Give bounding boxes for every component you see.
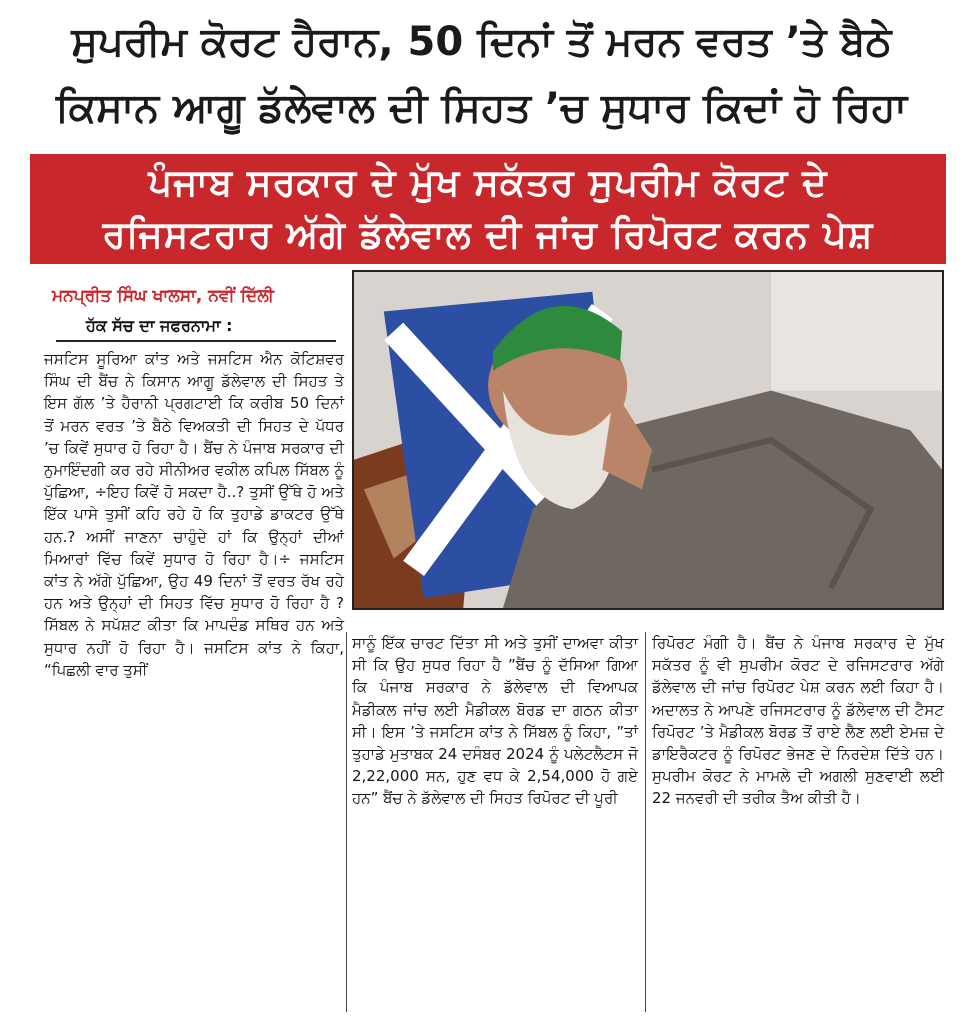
article-column-2 xyxy=(352,632,638,810)
column-2-text: ਸਾਨੂੰ ਇੱਕ ਚਾਰਟ ਦਿੱਤਾ ਸੀ ਅਤੇ ਤੁਸੀਂ ਦਾਅਵਾ ਕੀਤਾ ਸੀ ਕਿ ਉਹ ਸੁਧਰ ਰਿਹਾ ਹੈ ”ਬੈਂਚ ਨੂੰ ਦੱਸਿਆ ਗਿਆ ਕਿ ਪੰਜਾਬ ਸਰਕਾਰ ਨੇ ਡੱਲੇਵਾਲ ਦੀ ਵਿਆਪਕ ਮੈਡੀਕਲ ਜਾਂਚ ਲਈ ਮੈਡੀਕਲ ਬੋਰਡ ਦਾ ਗਠਨ ਕੀਤਾ ਸੀ। ਇਸ ’ਤੇ ਜਸਟਿਸ ਕਾਂਤ ਨੇ ਸਿੱਬਲ ਨੂੰ ਕਿਹਾ, ”ਤਾਂ ਤੁਹਾਡੇ ਮੁਤਾਬਕ 24 ਦਸੰਬਰ 2024 ਨੂੰ ਪਲੇਟਲੈਟਸ ਜੋ 2,22,000 ਸਨ, ਹੁਣ ਵਧ ਕੇ 2,54,000 ਹੋ ਗਏ ਹਨ” ਬੈਂਚ ਨੇ ਡੱਲੇਵਾਲ ਦੀ ਸਿਹਤ ਰਿਪੋਰਟ ਦੀ ਪੂਰੀ xyxy=(352,634,638,808)
byline: ਮਨਪ੍ਰੀਤ ਸਿੰਘ ਖਾਲਸਾ, ਨਵੀਂ ਦਿੱਲੀ xyxy=(52,286,274,306)
headline-line-2: ਕਿਸਾਨ ਆਗੂ ਡੱਲੇਵਾਲ ਦੀ ਸਿਹਤ ’ਚ ਸੁਧਾਰ ਕਿਦਾਂ ਹੋ ਰਿਹਾ xyxy=(55,85,908,131)
news-photo xyxy=(352,270,944,610)
photo-wall xyxy=(771,272,942,391)
headline-line-1: ਸੁਪਰੀਮ ਕੋਰਟ ਹੈਰਾਨ, 50 ਦਿਨਾਂ ਤੋਂ ਮਰਨ ਵਰਤ ’ਤੇ ਬੈਠੇ xyxy=(71,19,892,65)
subheadline-line-2: ਰਜਿਸਟਰਾਰ ਅੱਗੇ ਡੱਲੇਵਾਲ ਦੀ ਜਾਂਚ ਰਿਪੋਰਟ ਕਰਨ ਪੇਸ਼ xyxy=(102,213,874,256)
article-column-1 xyxy=(44,348,344,681)
column-3-text: ਰਿਪੋਰਟ ਮੰਗੀ ਹੈ। ਬੈਂਚ ਨੇ ਪੰਜਾਬ ਸਰਕਾਰ ਦੇ ਮੁੱਖ ਸਕੱਤਰ ਨੂੰ ਵੀ ਸੁਪਰੀਮ ਕੋਰਟ ਦੇ ਰਜਿਸਟਰਾਰ ਅੱਗੇ ਡੱਲੇਵਾਲ ਦੀ ਜਾਂਚ ਰਿਪੋਰਟ ਪੇਸ਼ ਕਰਨ ਲਈ ਕਿਹਾ ਹੈ। ਅਦਾਲਤ ਨੇ ਆਪਣੇ ਰਜਿਸਟਰਾਰ ਨੂੰ ਡੱਲੇਵਾਲ ਦੀ ਟੈਸਟ ਰਿਪੋਰਟ ’ਤੇ ਮੈਡੀਕਲ ਬੋਰਡ ਤੋਂ ਰਾਏ ਲੈਣ ਲਈ ਏਮਜ਼ ਦੇ ਡਾਇਰੈਕਟਰ ਨੂੰ ਰਿਪੋਰਟ ਭੇਜਣ ਦੇ ਨਿਰਦੇਸ਼ ਦਿੱਤੇ ਹਨ। ਸੁਪਰੀਮ ਕੋਰਟ ਨੇ ਮਾਮਲੇ ਦੀ ਅਗਲੀ ਸੁਣਵਾਈ ਲਈ 22 ਜਨਵਰੀ ਦੀ ਤਰੀਕ ਤੈਅ ਕੀਤੀ ਹੈ। xyxy=(652,634,944,808)
subheadline-banner xyxy=(30,154,946,264)
source-credit: ਹੱਕ ਸੱਚ ਦਾ ਜਫਰਨਾਮਾ : xyxy=(86,316,233,335)
column-rule-2 xyxy=(645,632,646,1012)
photo-illustration xyxy=(354,272,942,608)
subheadline-line-1: ਪੰਜਾਬ ਸਰਕਾਰ ਦੇ ਮੁੱਖ ਸਕੱਤਰ ਸੁਪਰੀਮ ਕੋਰਟ ਦੇ xyxy=(148,161,828,204)
article-column-3 xyxy=(652,632,944,810)
byline-divider xyxy=(56,340,336,342)
column-rule-1 xyxy=(346,632,347,1012)
column-1-text: ਜਸਟਿਸ ਸੂਰਿਆ ਕਾਂਤ ਅਤੇ ਜਸਟਿਸ ਐਨ ਕੋਟਿਸ਼ਵਰ ਸਿੰਘ ਦੀ ਬੈਂਚ ਨੇ ਕਿਸਾਨ ਆਗੂ ਡੱਲੇਵਾਲ ਦੀ ਸਿਹਤ ਤੇ ਇਸ ਗੱਲ ’ਤੇ ਹੈਰਾਨੀ ਪ੍ਰਗਟਾਈ ਕਿ ਕਰੀਬ 50 ਦਿਨਾਂ ਤੋਂ ਮਰਨ ਵਰਤ ’ਤੇ ਬੈਠੇ ਵਿਅਕਤੀ ਦੀ ਸਿਹਤ ਦੇ ਪੱਧਰ ’ਚ ਕਿਵੇਂ ਸੁਧਾਰ ਹੋ ਰਿਹਾ ਹੈ। ਬੈਂਚ ਨੇ ਪੰਜਾਬ ਸਰਕਾਰ ਦੀ ਨੁਮਾਇੰਦਗੀ ਕਰ ਰਹੇ ਸੀਨੀਅਰ ਵਕੀਲ ਕਪਿਲ ਸਿੱਬਲ ਨੂੰ ਪੁੱਛਿਆ, ÷ਇਹ ਕਿਵੇਂ ਹੋ ਸਕਦਾ ਹੈ..? ਤੁਸੀਂ ਉੱਥੇ ਹੋ ਅਤੇ ਇੱਕ ਪਾਸੇ ਤੁਸੀਂ ਕਹਿ ਰਹੇ ਹੋ ਕਿ ਤੁਹਾਡੇ ਡਾਕਟਰ ਉੱਥੇ ਹਨ.? ਅਸੀਂ ਜਾਣਨਾ ਚਾਹੁੰਦੇ ਹਾਂ ਕਿ ਉਨ੍ਹਾਂ ਦੀਆਂ ਮਿਆਰਾਂ ਵਿੱਚ ਕਿਵੇਂ ਸੁਧਾਰ ਹੋ ਰਿਹਾ ਹੈ।÷ ਜਸਟਿਸ ਕਾਂਤ ਨੇ ਅੱਗੇ ਪੁੱਛਿਆ, ਉਹ 49 ਦਿਨਾਂ ਤੋਂ ਵਰਤ ਰੱਖ ਰਹੇ ਹਨ ਅਤੇ ਉਨ੍ਹਾਂ ਦੀ ਸਿਹਤ ਵਿੱਚ ਸੁਧਾਰ ਹੋ ਰਿਹਾ ਹੈ ? ਸਿੱਬਲ ਨੇ ਸਪੱਸ਼ਟ ਕੀਤਾ ਕਿ ਮਾਪਦੰਡ ਸਥਿਰ ਹਨ ਅਤੇ ਸੁਧਾਰ ਨਹੀਂ ਹੋ ਰਿਹਾ ਹੈ। ਜਸਟਿਸ ਕਾਂਤ ਨੇ ਕਿਹਾ, “ਪਿਛਲੀ ਵਾਰ ਤੁਸੀਂ xyxy=(44,350,344,679)
